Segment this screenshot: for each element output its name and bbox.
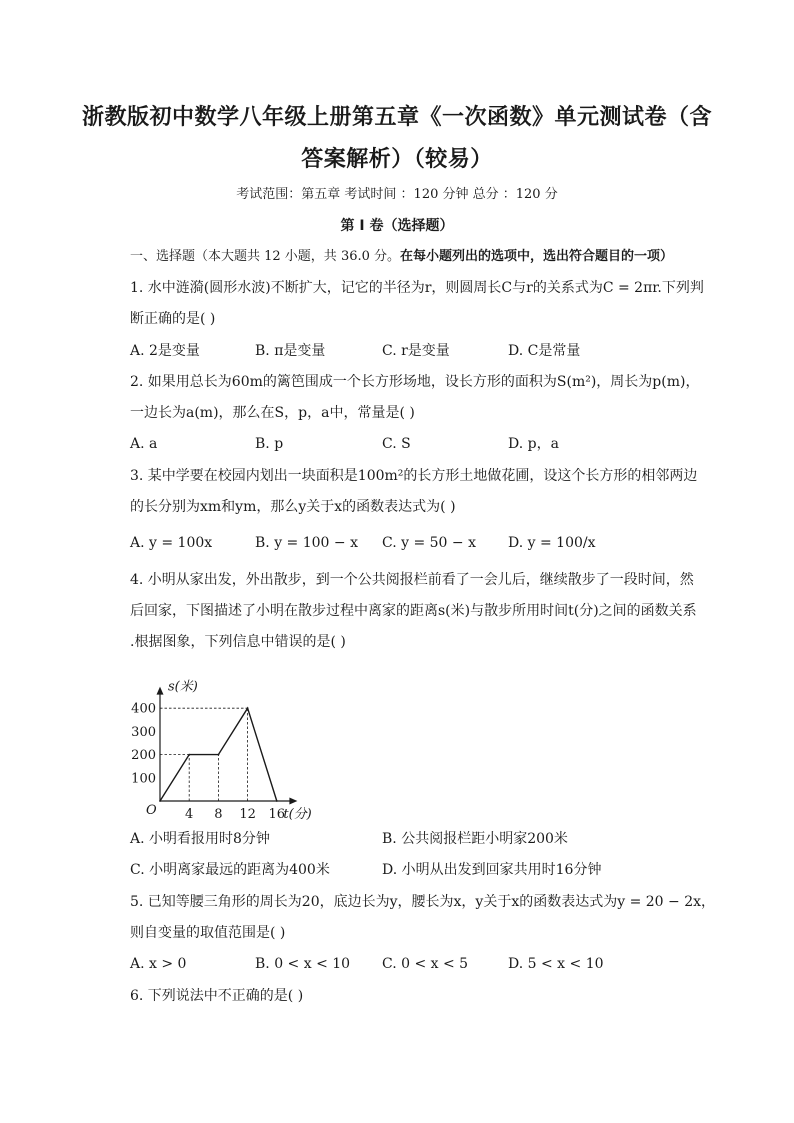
- question-2-option-a: A. a: [130, 436, 158, 452]
- data-point-0-0: [159, 800, 161, 802]
- question-2-line-1: 2. 如果用总长为60m的篱笆围成一个长方形场地，设长方形的面积为S(m²)，周长为p(m)，: [130, 374, 700, 390]
- question-2-option-b: B. p: [255, 436, 284, 452]
- x-tick-label-2: 12: [239, 807, 256, 822]
- y-tick-label-1: 200: [131, 748, 156, 764]
- question-1-option-a: A. 2是变量: [130, 343, 200, 359]
- x-tick-label-3: 16: [268, 807, 286, 822]
- exam-title-line-2: 答案解析）（较易）: [301, 147, 493, 172]
- question-3-option-a: A. y = 100x: [130, 535, 213, 551]
- question-4-option-c: C. 小明离家最远的距离为400米: [130, 862, 330, 878]
- question-6-line-1: 6. 下列说法中不正确的是( ): [130, 988, 304, 1004]
- question-3-option-d: D. y = 100/x: [508, 535, 596, 551]
- question-2-line-2: 一边长为a(m)，那么在S，p，a中，常量是( ): [130, 405, 415, 421]
- question-1-option-d: D. C是常量: [508, 343, 581, 359]
- question-4-line-3: .根据图象，下列信息中错误的是( ): [130, 634, 346, 650]
- distance-time-graph: [128, 655, 318, 827]
- data-point-0-3: [247, 707, 249, 709]
- question-4-line-1: 4. 小明从家出发，外出散步，到一个公共阅报栏前看了一会儿后，继续散步了一段时间，然: [130, 572, 694, 588]
- origin-label: O: [146, 803, 157, 818]
- data-point-0-1: [188, 754, 190, 756]
- y-tick-label-2: 300: [131, 724, 156, 740]
- question-2-option-d: D. p，a: [508, 436, 559, 452]
- exam-title-line-1: 浙教版初中数学八年级上册第五章《一次函数》单元测试卷（含: [81, 105, 712, 130]
- question-2-option-c: C. S: [382, 436, 411, 452]
- question-3-option-b: B. y = 100 − x: [255, 535, 358, 551]
- y-axis-label: s(米): [168, 679, 198, 695]
- question-1-line-2: 断正确的是( ): [130, 311, 216, 327]
- y-axis-arrow: [157, 687, 164, 695]
- question-4-line-2: 后回家，下图描述了小明在散步过程中离家的距离s(米)与散步所用时间t(分)之间的函数关系: [130, 603, 697, 619]
- x-axis-arrow: [289, 798, 297, 805]
- question-1-line-1: 1. 水中涟漪(圆形水波)不断扩大，记它的半径为r，则圆周长C与r的关系式为C = 2πr.下列判: [130, 280, 704, 296]
- data-point-0-2: [218, 754, 220, 756]
- y-tick-label-0: 100: [131, 771, 156, 787]
- x-tick-label-1: 8: [214, 807, 223, 822]
- question-5-option-a: A. x > 0: [130, 956, 187, 972]
- question-5-option-b: B. 0 < x < 10: [255, 956, 351, 972]
- section-heading-prefix: 一、选择题（本大题共 12 小题，共 36.0 分。: [130, 249, 401, 264]
- question-5-option-c: C. 0 < x < 5: [382, 956, 469, 972]
- question-5-line-1: 5. 已知等腰三角形的周长为20，底边长为y，腰长为x，y关于x的函数表达式为y = 20 − 2x，: [130, 894, 716, 910]
- question-3-option-c: C. y = 50 − x: [382, 535, 476, 551]
- question-4-option-d: D. 小明从出发到回家共用时16分钟: [382, 862, 602, 878]
- question-5-line-2: 则自变量的取值范围是( ): [130, 925, 286, 941]
- x-axis-label: t(分): [283, 807, 312, 822]
- question-3-line-1: 3. 某中学要在校园内划出一块面积是100m²的长方形土地做花圃，设这个长方形的相邻两边: [130, 468, 698, 484]
- exam-info: 考试范围：第五章 考试时间 ：120 分钟 总分 ：120 分: [236, 187, 558, 202]
- question-3-line-2: 的长分别为xm和ym，那么y关于x的函数表达式为( ): [130, 499, 456, 515]
- x-tick-label-0: 4: [185, 807, 194, 822]
- section-heading-suffix: 在每小题列出的选项中，选出符合题目的一项）: [400, 249, 674, 264]
- y-tick-label-3: 400: [131, 701, 156, 717]
- data-point-0-4: [276, 800, 278, 802]
- question-1-option-b: B. π是变量: [255, 343, 326, 359]
- question-4-option-b: B. 公共阅报栏距小明家200米: [382, 831, 568, 847]
- question-1-option-c: C. r是变量: [382, 343, 450, 359]
- question-4-option-a: A. 小明看报用时8分钟: [130, 831, 270, 847]
- question-5-option-d: D. 5 < x < 10: [508, 956, 604, 972]
- section-heading: [130, 246, 730, 268]
- volume-heading: 第 I 卷（选择题）: [340, 218, 454, 234]
